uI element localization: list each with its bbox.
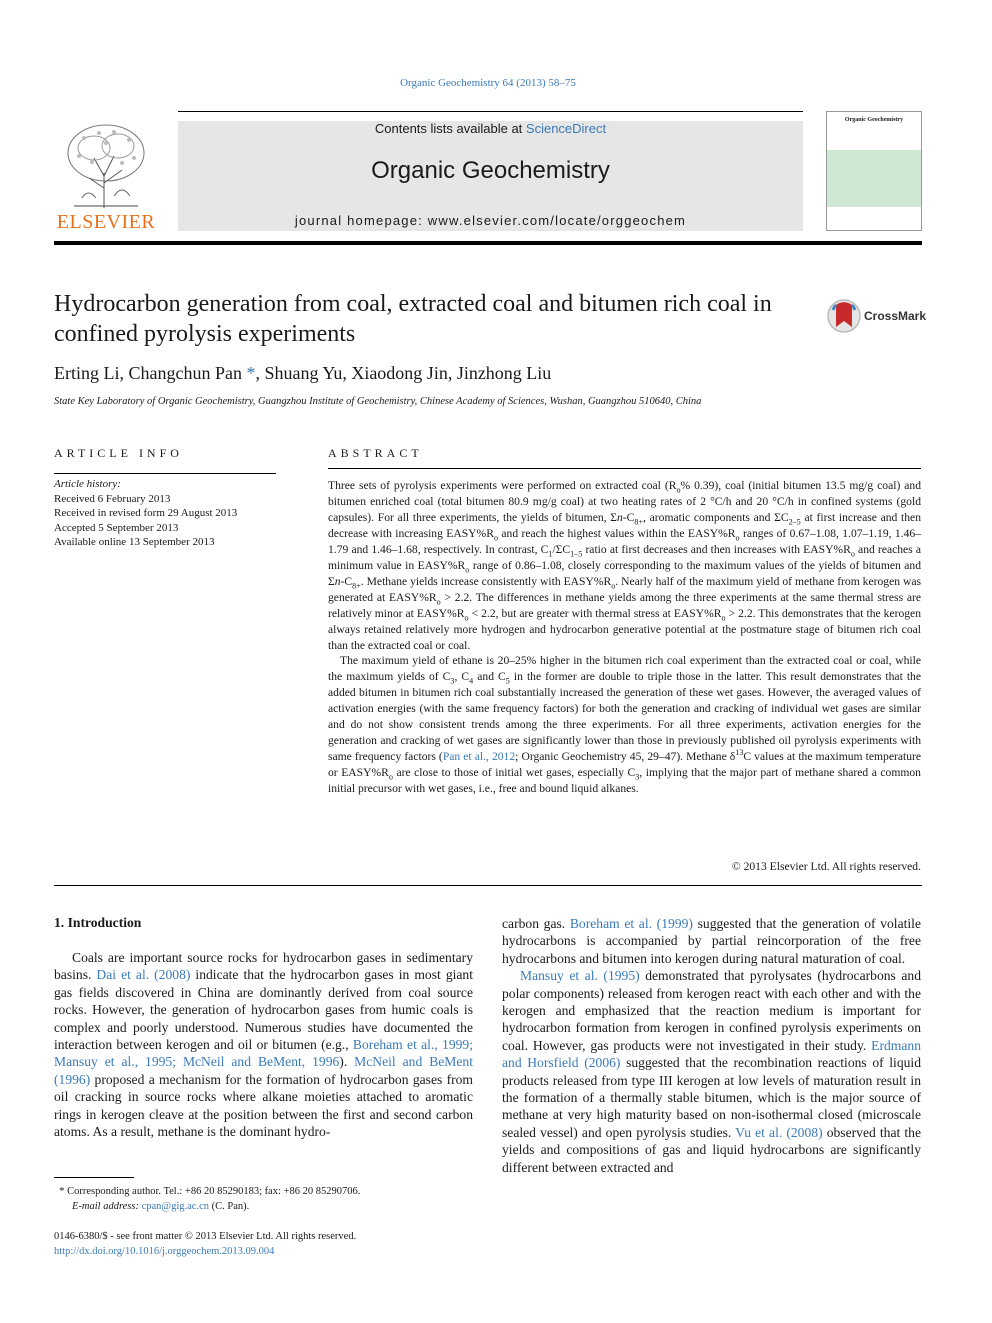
article-info-heading: ARTICLE INFO <box>54 446 183 460</box>
citation-link[interactable]: McNeil and BeMent (1996) <box>54 1054 473 1087</box>
copyright-notice: © 2013 Elsevier Ltd. All rights reserved. <box>731 860 921 873</box>
corresponding-text: Corresponding author. Tel.: +86 20 85290183; fax: +86 20 85290706. <box>67 1186 361 1197</box>
abstract-bottom-rule <box>54 885 922 886</box>
cover-band <box>827 150 921 207</box>
body-paragraph: Coals are important source rocks for hydrocarbon gases in sedimentary basins. Dai et al. (2008) indicate that the hydrocarbon gases in most giant gas fields discovered in China are dominantly derived from coal source rocks. However, the generation of hydrocarbon gases from humic coals is complex and poorly understood. Numerous studies have documented the interaction between kerogen and oil or bitumen (e.g., Boreham et al., 1999; Mansuy et al., 1995; McNeil and BeMent, 1996). McNeil and BeMent (1996) proposed a mechanism for the formation of hydrocarbon gases from oil cracking in source rocks where alkane moieties attached to aromatic rings in kerogen cleave at the position between the first and second carbon atoms. As a result, methane is the dominant hydro- <box>54 950 473 1140</box>
contents-line <box>178 121 803 136</box>
email-suffix: (C. Pan). <box>209 1200 250 1212</box>
crossmark-icon <box>826 298 862 334</box>
abstract-paragraph: The maximum yield of ethane is 20–25% higher in the bitumen rich coal experiment than the extracted coal or coal, while the maximum yields of $C_3$, $C_4$ and $C_5$ in the former are double to triple those in the latter. This result demonstrates that the added bitumen in bitumen rich coal substantially increased the generation of these wet gases. However, the averaged values of activation energies (with the same frequency factors) for both the generation and cracking of individual wet gases are similar and do not show consistent trends among the three experiments. For all three experiments, activation energies for the generation and cracking of wet gases are significantly lower than those in previously published oil pyrolysis experiments with same frequency factors (Pan et al., 2012; Organic Geochemistry 45, 29–47). Methane $\delta^{13}C$ values at the maximum temperature or $EASY\%R_o$ are close to those of initial wet gases, especially $C_3$, implying that the major part of methane shared a common initial precursor with wet gases, i.e., free and bound liquid alkanes. <box>328 654 922 796</box>
crossmark-label: CrossMark <box>864 309 927 323</box>
body-paragraph: carbon gas. Boreham et al. (1999) suggested that the generation of volatile hydrocarbons is accompanied by partial reincorporation of the free hydrocarbons and bitumen into kerogen during natural maturation of coal. <box>502 916 921 966</box>
abstract-rule <box>328 468 921 469</box>
doi-link[interactable]: http://dx.doi.org/10.1016/j.orggeochem.2013.09.004 <box>54 1245 275 1257</box>
citation-link[interactable]: Vu et al. (2008) <box>735 1124 823 1140</box>
author-list <box>54 363 551 384</box>
authors-rest: , Shuang Yu, Xiaodong Jin, Jinzhong Liu <box>255 363 552 383</box>
citation-link[interactable]: Pan et al., 2012 <box>442 750 516 764</box>
footnote <box>54 1185 473 1214</box>
accepted-date: Accepted 5 September 2013 <box>54 521 179 534</box>
sciencedirect-link[interactable]: ScienceDirect <box>525 121 607 136</box>
article-info-rule <box>54 473 276 474</box>
corresponding-footnote: * Corresponding author. Tel.: +86 20 85290183; fax: +86 20 85290706. <box>54 1186 361 1197</box>
cover-title: Organic Geochemistry <box>844 117 904 123</box>
citation-link[interactable]: Erdmann and Horsfield (2006) <box>502 1037 921 1071</box>
issn-block <box>54 1230 554 1259</box>
email-label: E-mail address: <box>72 1200 142 1212</box>
received-date: Received 6 February 2013 <box>54 492 171 505</box>
affiliation: State Key Laboratory of Organic Geochemistry, Guangzhou Institute of Geochemistry, Chinese Academy of Sciences, Wushan, Guangzhou 510640, China <box>54 396 702 407</box>
journal-homepage[interactable]: journal homepage: www.elsevier.com/locate/orggeochem <box>294 213 687 228</box>
journal-name: Organic Geochemistry <box>371 157 610 184</box>
citation-link[interactable]: Mansuy et al. (1995) <box>520 968 640 984</box>
tree-icon <box>54 118 158 210</box>
authors-first: Erting Li, Changchun Pan <box>54 363 242 383</box>
body-column-right <box>502 915 921 1176</box>
issn-line: 0146-6380/$ - see front matter © 2013 Elsevier Ltd. All rights reserved. <box>54 1231 357 1242</box>
revised-date: Received in revised form 29 August 2013 <box>54 507 238 520</box>
publisher-logo-text: ELSEVIER <box>56 211 156 233</box>
article-title: Hydrocarbon generation from coal, extracted coal and bitumen rich coal in confined pyrolysis experiments <box>54 291 772 347</box>
footnote-rule <box>54 1177 134 1178</box>
email-link[interactable]: cpan@gig.ac.cn <box>141 1200 209 1212</box>
history-label: Article history: <box>54 478 121 490</box>
journal-citation[interactable]: Organic Geochemistry 64 (2013) 58–75 <box>400 77 576 89</box>
abstract-paragraph: Three sets of pyrolysis experiments were performed on extracted coal ($R_o\%$ 0.39), coal (initial bitumen 13.5 mg/g coal) and bitumen enriched coal (total bitumen 80.9 mg/g coal) at two heating rates of 2 °C/h and 20 °C/h in confined systems (gold capsules). For all three experiments, the yields of bitumen, $\Sigma n-C_{8+}$, aromatic components and $\Sigma C_{2-5}$ at first increase and then decrease with increasing $EASY\%R_o$ and reach the highest values within the $EASY\%R_o$ ranges of 0.67–1.08, 1.07–1.19, 1.46–1.79 and 1.46–1.68, respectively. In contrast, $C_1/\Sigma C_{1-5}$ ratio at first decreases and then increases with $EASY\%R_o$ and reaches a minimum value in $EASY\%R_o$ range of 0.86–1.08, closely corresponding to the maximum values of the yields of bitumen and $\Sigma n-C_{8+}$. Methane yields increase consistently with $EASY\%R_o$. Nearly half of the maximum yield of methane from kerogen was generated at $EASY\%R_o > 2.2$. The differences in methane yields among the three experiments at the same thermal stress are relatively minor at $EASY\%R_o < 2.2$, but are greater with thermal stress at $EASY\%R_o > 2.2$. This demonstrates that the kerogen always retained relatively more hydrogen and hydrocarbon generative potential at the postmature stage of bitumen rich coal than the extracted coal or coal. <box>328 479 922 652</box>
header-top-rule <box>178 111 803 112</box>
section-heading: 1. Introduction <box>54 915 142 930</box>
body-paragraph: Mansuy et al. (1995) demonstrated that pyrolysates (hydrocarbons and polar components) released from kerogen react with each other and with the kerogen and emphasized that the reaction medium is important for hydrocarbon formation from kerogen in confined pyrolysis experiments on coal. However, gas products were not investigated in their study. Erdmann and Horsfield (2006) suggested that the recombination reactions of liquid products released from type III kerogen at low levels of maturation result in the formation of a thermally stable bitumen, which is the major source of methane at very high maturity based on non-isothermal closed (microscale sealed vessel) and open pyrolysis studies. Vu et al. (2008) observed that the yields and compositions of gas and liquid hydrocarbons are significantly different between extracted and <box>502 968 921 1175</box>
corresponding-author-mark[interactable]: * <box>246 363 256 383</box>
online-date: Available online 13 September 2013 <box>54 536 215 549</box>
citation-link[interactable]: Dai et al. (2008) <box>96 967 191 983</box>
email-footnote <box>54 1200 473 1215</box>
body-column-left <box>54 949 473 1140</box>
citation-link[interactable]: Boreham et al. (1999) <box>569 916 693 931</box>
contents-prefix: Contents lists available at <box>374 121 526 136</box>
article-history <box>54 477 284 550</box>
citation-link[interactable]: Boreham et al., 1999; Mansuy et al., 1995; McNeil and BeMent, 1996 <box>54 1037 473 1070</box>
header-rule <box>54 241 922 245</box>
abstract-heading: ABSTRACT <box>328 446 423 460</box>
abstract-text <box>328 478 921 797</box>
